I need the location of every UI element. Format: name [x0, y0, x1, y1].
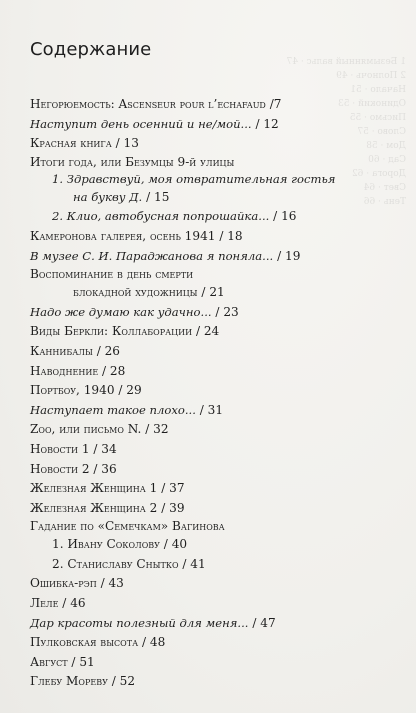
toc-entry: [30, 342, 402, 362]
entry-page: / 32: [141, 422, 169, 437]
entry-page: / 43: [96, 576, 124, 591]
entry-page: /7: [265, 97, 282, 111]
toc-entry: [30, 460, 402, 480]
toc-entry: [30, 227, 402, 247]
toc-entry: [30, 440, 402, 460]
entry-page: / 26: [92, 343, 120, 358]
entry-page: / 36: [89, 461, 117, 476]
entry-title: Надо же думаю как удачно...: [30, 304, 212, 319]
toc-entry: [30, 614, 402, 634]
toc-entry: [30, 303, 402, 323]
toc-entry: [30, 574, 402, 594]
entry-title: Железная Женщина 1: [30, 481, 158, 496]
entry-title: Ошибка-рэп: [30, 576, 97, 591]
entry-title: 2. Станиславу Снытко: [52, 556, 179, 571]
entry-page: / 40: [159, 537, 188, 552]
toc-entry: [30, 266, 402, 283]
entry-title: Пулковская высота: [30, 635, 139, 650]
entry-page: / 23: [211, 304, 239, 319]
entry-title: Август: [30, 654, 68, 669]
toc-entry: [30, 401, 402, 421]
entry-title: Виды Беркли: Коллаборации: [30, 324, 193, 339]
entry-title: Железная Женщина 2: [30, 500, 158, 515]
entry-title: Дар красоты полезный для меня...: [30, 615, 249, 630]
entry-title: 1. Ивану Соколову: [52, 537, 160, 552]
entry-title: 1. Здравствуй, моя отвратительная гостья: [52, 171, 336, 186]
entry-page: / 12: [251, 116, 279, 131]
toc-entry-continued: [30, 283, 402, 303]
entry-title: Наступит день осенний и не/мой...: [30, 116, 252, 131]
toc-entry: [30, 115, 402, 135]
entry-title: 2. Клио, автобусная попрошайка...: [52, 209, 270, 224]
entry-page: / 28: [98, 363, 126, 378]
toc-subentry: [30, 535, 402, 555]
entry-page: / 41: [178, 556, 206, 571]
toc-entry: [30, 95, 402, 115]
entry-page: / 31: [195, 402, 224, 417]
toc-entry: [30, 134, 402, 154]
entry-title: В музее С. И. Параджанова я поняла...: [30, 248, 274, 263]
entry-title: Итоги года, или Безумцы 9-й улицы: [30, 154, 235, 169]
entry-title: на букву Д.: [73, 189, 143, 204]
entry-page: / 47: [248, 615, 276, 630]
entry-title: Глебу Мореву: [30, 674, 108, 689]
toc-entry: [30, 499, 402, 519]
entry-title: блокадной художницы: [73, 285, 198, 300]
entry-page: / 21: [197, 285, 225, 300]
entry-page: / 16: [269, 209, 297, 224]
contents-heading: Содержание: [30, 39, 152, 60]
entry-title: Красная книга: [30, 136, 112, 151]
toc-entry: [30, 322, 402, 342]
entry-page: / 13: [111, 136, 139, 151]
toc-entry: [30, 420, 402, 440]
entry-page: / 51: [67, 654, 95, 669]
entry-title: Воспоминание в день смерти: [30, 267, 194, 282]
entry-page: / 52: [107, 674, 136, 689]
entry-title: Леле: [30, 596, 59, 611]
toc-subentry: [30, 555, 402, 575]
toc-entry: [30, 247, 402, 267]
entry-title: Новости 1: [30, 441, 90, 456]
toc-entry: [30, 672, 402, 692]
toc-subentry-continued: [30, 188, 402, 208]
toc-subentry: [30, 171, 402, 188]
entry-page: / 34: [89, 441, 117, 456]
entry-page: / 39: [157, 500, 185, 515]
toc-entry: [30, 594, 402, 614]
show-through-text: 1 Безымянный вальс · 47 2 Полночь · 49 Начало · 51 Одинокий · 53 Письмо · 55 Слово · 57 Дом · 58 Сад · 60 Дорога · 62 Свет · 64 Тень · 66: [286, 57, 406, 207]
toc-entry: [30, 518, 402, 535]
toc-entry: [30, 633, 402, 653]
entry-page: / 46: [58, 596, 86, 611]
toc-entry: [30, 154, 402, 171]
entry-title: Гадание по «Семечкам» Вагинова: [30, 519, 225, 534]
toc-entry: [30, 653, 402, 673]
toc-entry: [30, 362, 402, 382]
entry-title: Наступает такое плохо...: [30, 402, 196, 417]
entry-title: Zoo, или письмо N.: [30, 422, 142, 437]
toc-subentry: [30, 207, 402, 227]
entry-title: Портбоу, 1940: [30, 383, 115, 398]
entry-page: / 24: [192, 324, 220, 339]
entry-page: / 48: [138, 635, 166, 650]
entry-title: Наводнение: [30, 363, 99, 378]
entry-title: Негорюемость: Ascenseur pour l’echafaud: [30, 97, 266, 111]
entry-title: Новости 2: [30, 461, 90, 476]
entry-title: Каннибалы: [30, 343, 93, 358]
entry-title: Камеронова галерея, осень 1941: [30, 228, 216, 243]
entry-page: / 19: [273, 248, 301, 263]
entry-page: / 29: [114, 383, 142, 398]
toc-entry: [30, 381, 402, 401]
table-of-contents: [30, 95, 402, 692]
toc-entry: [30, 479, 402, 499]
entry-page: / 18: [215, 228, 243, 243]
entry-page: / 37: [157, 481, 185, 496]
entry-page: / 15: [142, 189, 170, 204]
